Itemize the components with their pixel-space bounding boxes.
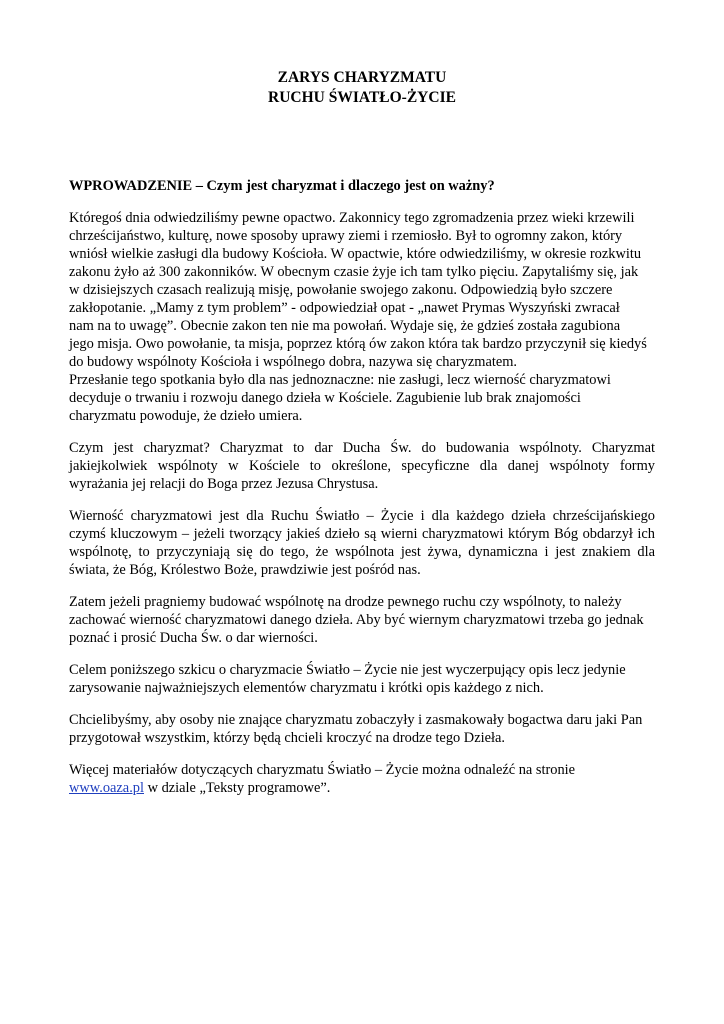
paragraph-line: Zatem jeżeli pragniemy budować wspólnotę na drodze pewnego ruchu czy wspólnoty, to należy bbox=[69, 594, 622, 610]
paragraph-line: wspólnotę, to przyczyniają się do tego, że wspólnota jest żywa, dynamiczna i jest znakiem dla bbox=[69, 544, 655, 560]
document-title-line-1: ZARYS CHARYZMATU bbox=[277, 69, 447, 86]
paragraph-line: zachować wierność charyzmatowi danego dzieła. Aby być wiernym charyzmatowi trzeba go jednak bbox=[69, 612, 644, 628]
paragraph-line: decyduje o trwaniu i rozwoju danego dzieła w Kościele. Zagubienie lub brak znajomości bbox=[69, 390, 581, 406]
paragraph-line: Czym jest charyzmat? Charyzmat to dar Ducha Św. do budowania wspólnoty. Charyzmat bbox=[69, 440, 655, 456]
paragraph-line: Chcielibyśmy, aby osoby nie znające charyzmatu zobaczyły i zasmakowały bogactwa daru jaki Pan bbox=[69, 712, 643, 728]
paragraph-line: zakłopotanie. „Mamy z tym problem” - odpowiedział opat - „nawet Prymas Wyszyński zwracał bbox=[69, 300, 620, 316]
paragraph-line: przygotował wszystkim, którzy będą chcieli kroczyć na drodze tego Dzieła. bbox=[69, 730, 505, 746]
paragraph-line: zarysowanie najważniejszych elementów charyzmatu i krótki opis każdego z nich. bbox=[69, 680, 544, 696]
paragraph-line: Któregoś dnia odwiedziliśmy pewne opactwo. Zakonnicy tego zgromadzenia przez wieki krzewili bbox=[69, 210, 635, 226]
paragraph-line: w dzisiejszych czasach realizują misję, powołanie swojego zakonu. Odpowiedzią było szczere bbox=[69, 282, 613, 298]
paragraph-line: wniósł wielkie zasługi dla budowy Kościoła. W opactwie, które odwiedziliśmy, w okresie rozkwitu bbox=[69, 246, 642, 262]
document-title-line-2: RUCHU ŚWIATŁO-ŻYCIE bbox=[268, 89, 456, 106]
oaza-website-link[interactable]: www.oaza.pl bbox=[69, 780, 144, 796]
paragraph-line-with-link bbox=[69, 779, 330, 797]
paragraph-line: nam na to uwagę”. Obecnie zakon ten nie ma powołań. Wydaje się, że gdzieś została zagubiona bbox=[69, 318, 621, 334]
paragraph-line: jakiejkolwiek wspólnoty w Kościele to określone, specyficzne dla danej wspólnoty formy bbox=[69, 458, 655, 474]
paragraph-line: Przesłanie tego spotkania było dla nas jednoznaczne: nie zasługi, lecz wierność charyzmatowi bbox=[69, 372, 611, 388]
paragraph-line: wyrażania jej relacji do Boga przez Jezusa Chrystusa. bbox=[69, 476, 379, 492]
paragraph-line: Wierność charyzmatowi jest dla Ruchu Światło – Życie i dla każdego dzieła chrześcijańskiego bbox=[69, 508, 655, 524]
link-trailing-text: w dziale „Teksty programowe”. bbox=[144, 780, 331, 796]
paragraph-line: charyzmatu powoduje, że dzieło umiera. bbox=[69, 408, 303, 424]
paragraph-line: świata, że Bóg, Królestwo Boże, prawdziwie jest pośród nas. bbox=[69, 562, 421, 578]
paragraph-line: czymś kluczowym – jeżeli tworzący jakieś dzieło są wierni charyzmatowi którym Bóg obdarzył ich bbox=[69, 526, 655, 542]
section-heading: WPROWADZENIE – Czym jest charyzmat i dlaczego jest on ważny? bbox=[69, 178, 495, 194]
paragraph-line: chrześcijaństwo, kulturę, nowe sposoby uprawy ziemi i rzemiosło. Był to ogromny zakon, który bbox=[69, 228, 623, 244]
paragraph-line: jego misja. Owo powołanie, ta misja, poprzez którą ów zakon która tak bardzo przyczynił się kiedyś bbox=[69, 336, 647, 352]
paragraph-line: do budowy wspólnoty Kościoła i wspólnego dobra, nazywa się charyzmatem. bbox=[69, 354, 518, 370]
paragraph-line: zakonu żyło aż 300 zakonników. W obecnym czasie żyje ich tam tylko pięciu. Zapytaliśmy się, jak bbox=[69, 264, 639, 280]
paragraph-line: Celem poniższego szkicu o charyzmacie Światło – Życie nie jest wyczerpujący opis lecz jedynie bbox=[69, 662, 626, 678]
paragraph-line: poznać i prosić Ducha Św. o dar wierności. bbox=[69, 630, 318, 646]
paragraph-line: Więcej materiałów dotyczących charyzmatu Światło – Życie można odnaleźć na stronie bbox=[69, 762, 576, 778]
